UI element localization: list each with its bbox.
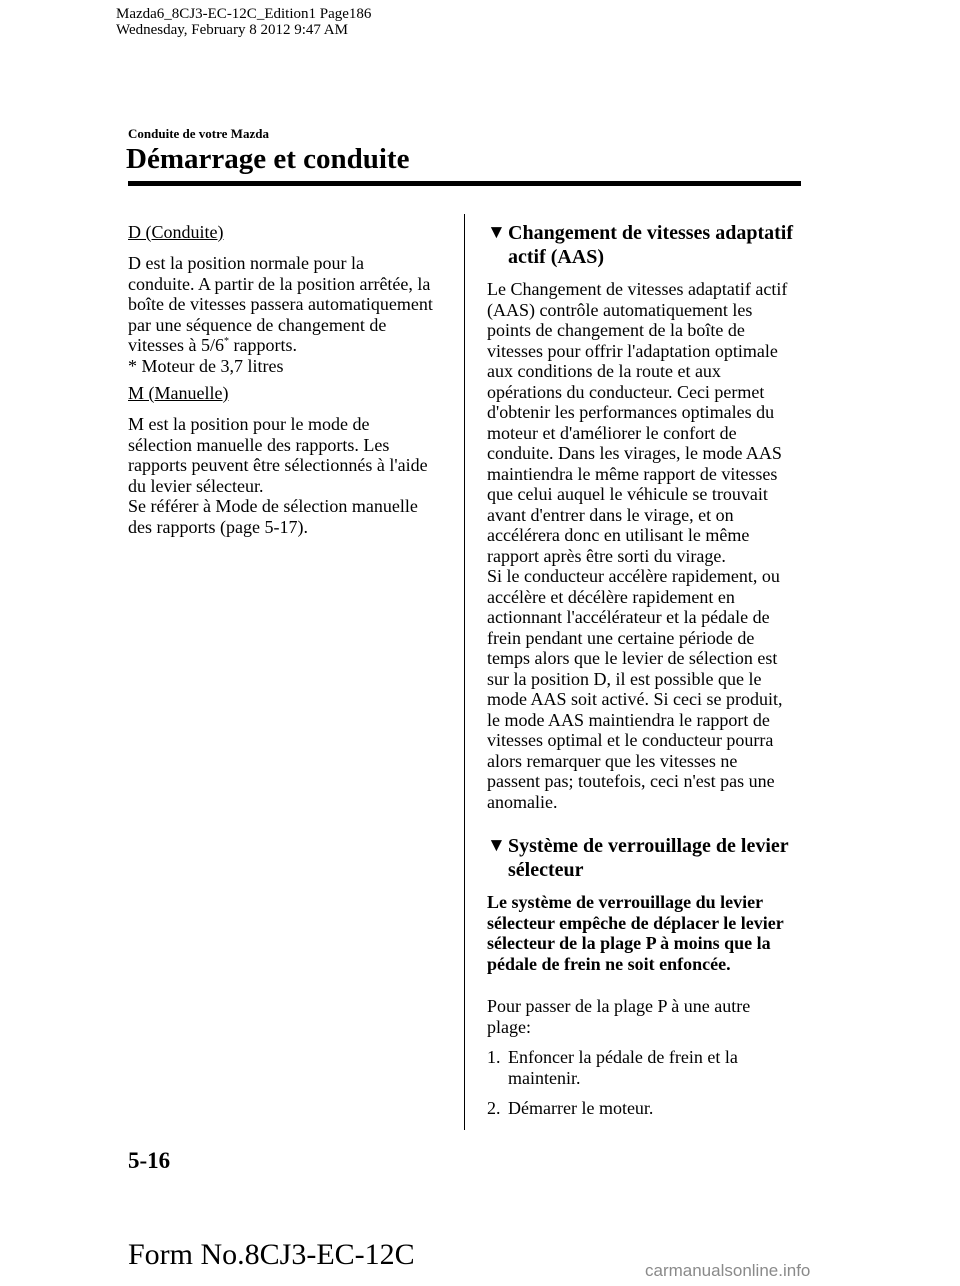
heading-line: Changement de vitesses adaptatif [508, 222, 793, 244]
text-line: Si le conducteur accélère rapidement, ou [487, 566, 780, 586]
d-heading: D (Conduite) [128, 222, 224, 242]
column-divider [464, 214, 465, 1130]
text-line: rapports peuvent être sélectionnés à l'aide [128, 455, 428, 475]
text-line: avant d'entrer dans le virage, et on [487, 504, 734, 525]
triangle-bullet-icon: ▼ [487, 222, 506, 243]
heading-line: actif (AAS) [508, 246, 605, 268]
aas-paragraph [487, 279, 807, 812]
text-line: maintenir. [508, 1067, 581, 1088]
lock-summary [487, 892, 807, 974]
text-line: points de changement de la boîte de [487, 320, 745, 340]
intro-paragraph [487, 996, 807, 1037]
text-line: pédale de frein ne soit enfoncée. [487, 953, 731, 974]
list-item [487, 1047, 807, 1088]
text-line: des rapports (page 5-17). [128, 516, 308, 537]
right-column [487, 221, 807, 1119]
text-line: boîte de vitesses passera automatiquement [128, 294, 433, 314]
page-number: 5-16 [128, 1148, 171, 1173]
print-meta-file: Mazda6_8CJ3-EC-12C_Edition1 Page186 [116, 6, 372, 22]
text-line: maintiendra le même rapport de vitesses [487, 463, 778, 484]
watermark: carmanualsonline.info [645, 1261, 811, 1280]
aas-heading [487, 221, 807, 269]
d-paragraph [128, 253, 446, 376]
text-line: vitesses pour offrir l'adaptation optimale [487, 340, 778, 361]
text-line: aux conditions de la route et aux [487, 361, 721, 381]
heading-line: Système de verrouillage de levier [508, 835, 789, 857]
text-line: conduite. Dans les virages, le mode AAS [487, 443, 782, 463]
section-label: Conduite de votre Mazda [128, 126, 269, 141]
text-line: vitesses optimal et le conducteur pourra [487, 730, 774, 750]
text-line: moteur et d'améliorer le confort de [487, 422, 737, 443]
text-line: D est la position normale pour la [128, 253, 364, 273]
asterisk-mark: * [224, 336, 229, 347]
triangle-bullet-icon: ▼ [487, 835, 506, 856]
text-line: frein pendant une certaine période de [487, 627, 755, 648]
text-line: alors remarquer que les vitesses ne [487, 750, 738, 771]
page-title: Démarrage et conduite [126, 143, 410, 175]
m-heading: M (Manuelle) [128, 383, 229, 403]
text-line: rapport après être sorti du virage. [487, 545, 726, 566]
list-item [487, 1098, 807, 1119]
left-column [128, 221, 446, 537]
text-line: le mode AAS maintiendra le rapport de [487, 709, 770, 730]
form-number: Form No.8CJ3-EC-12C [128, 1238, 415, 1271]
text-line: opérations du conducteur. Ceci permet [487, 381, 765, 402]
text-line: d'obtenir les performances optimales du [487, 402, 775, 422]
text-line: anomalie. [487, 791, 558, 812]
text-line: que celui auquel le véhicule se trouvait [487, 484, 768, 504]
text-line: sélecteur de la plage P à moins que la [487, 933, 771, 953]
text-line: du levier sélecteur. [128, 475, 264, 496]
print-meta-date: Wednesday, February 8 2012 9:47 AM [116, 22, 348, 38]
text-line: par une séquence de changement de [128, 314, 387, 335]
text-line: Démarrer le moteur. [508, 1098, 654, 1118]
text-line: (AAS) contrôle automatiquement les [487, 299, 753, 320]
lock-heading [487, 834, 807, 882]
step-number: 1. [487, 1047, 501, 1067]
text-line: Le système de verrouillage du levier [487, 892, 764, 912]
text-line: sélecteur empêche de déplacer le levier [487, 912, 784, 933]
text-line: conduite. A partir de la position arrêtée, la [128, 273, 431, 294]
text-line: accélère et décélère rapidement en [487, 586, 735, 607]
text-line: Enfoncer la pédale de frein et la [508, 1047, 738, 1067]
heading-line: sélecteur [508, 859, 584, 881]
step-number: 2. [487, 1098, 501, 1118]
text-line: temps alors que le levier de sélection est [487, 648, 778, 668]
text-line: Le Changement de vitesses adaptatif actif [487, 279, 788, 299]
text-line: mode AAS soit activé. Si ceci se produit, [487, 689, 783, 709]
text-line: passent pas; toutefois, ceci n'est pas une [487, 771, 775, 791]
text-line: M est la position pour le mode de [128, 414, 370, 434]
text-line: accélérera donc en utilisant le même [487, 525, 750, 545]
text-line: plage: [487, 1016, 531, 1037]
title-rule [128, 181, 801, 186]
text-line: sur la position D, il est possible que le [487, 668, 762, 689]
text-line [128, 335, 446, 356]
text-fragment: rapports. [229, 335, 297, 355]
text-line: sélection manuelle des rapports. Les [128, 434, 390, 455]
text-line: actionnant l'accélérateur et la pédale de [487, 607, 770, 627]
text-line: Pour passer de la plage P à une autre [487, 996, 751, 1016]
text-line: Se référer à Mode de sélection manuelle [128, 496, 418, 516]
text-fragment: vitesses à 5/6 [128, 335, 224, 355]
footnote: * Moteur de 3,7 litres [128, 355, 284, 376]
m-paragraph [128, 414, 446, 537]
